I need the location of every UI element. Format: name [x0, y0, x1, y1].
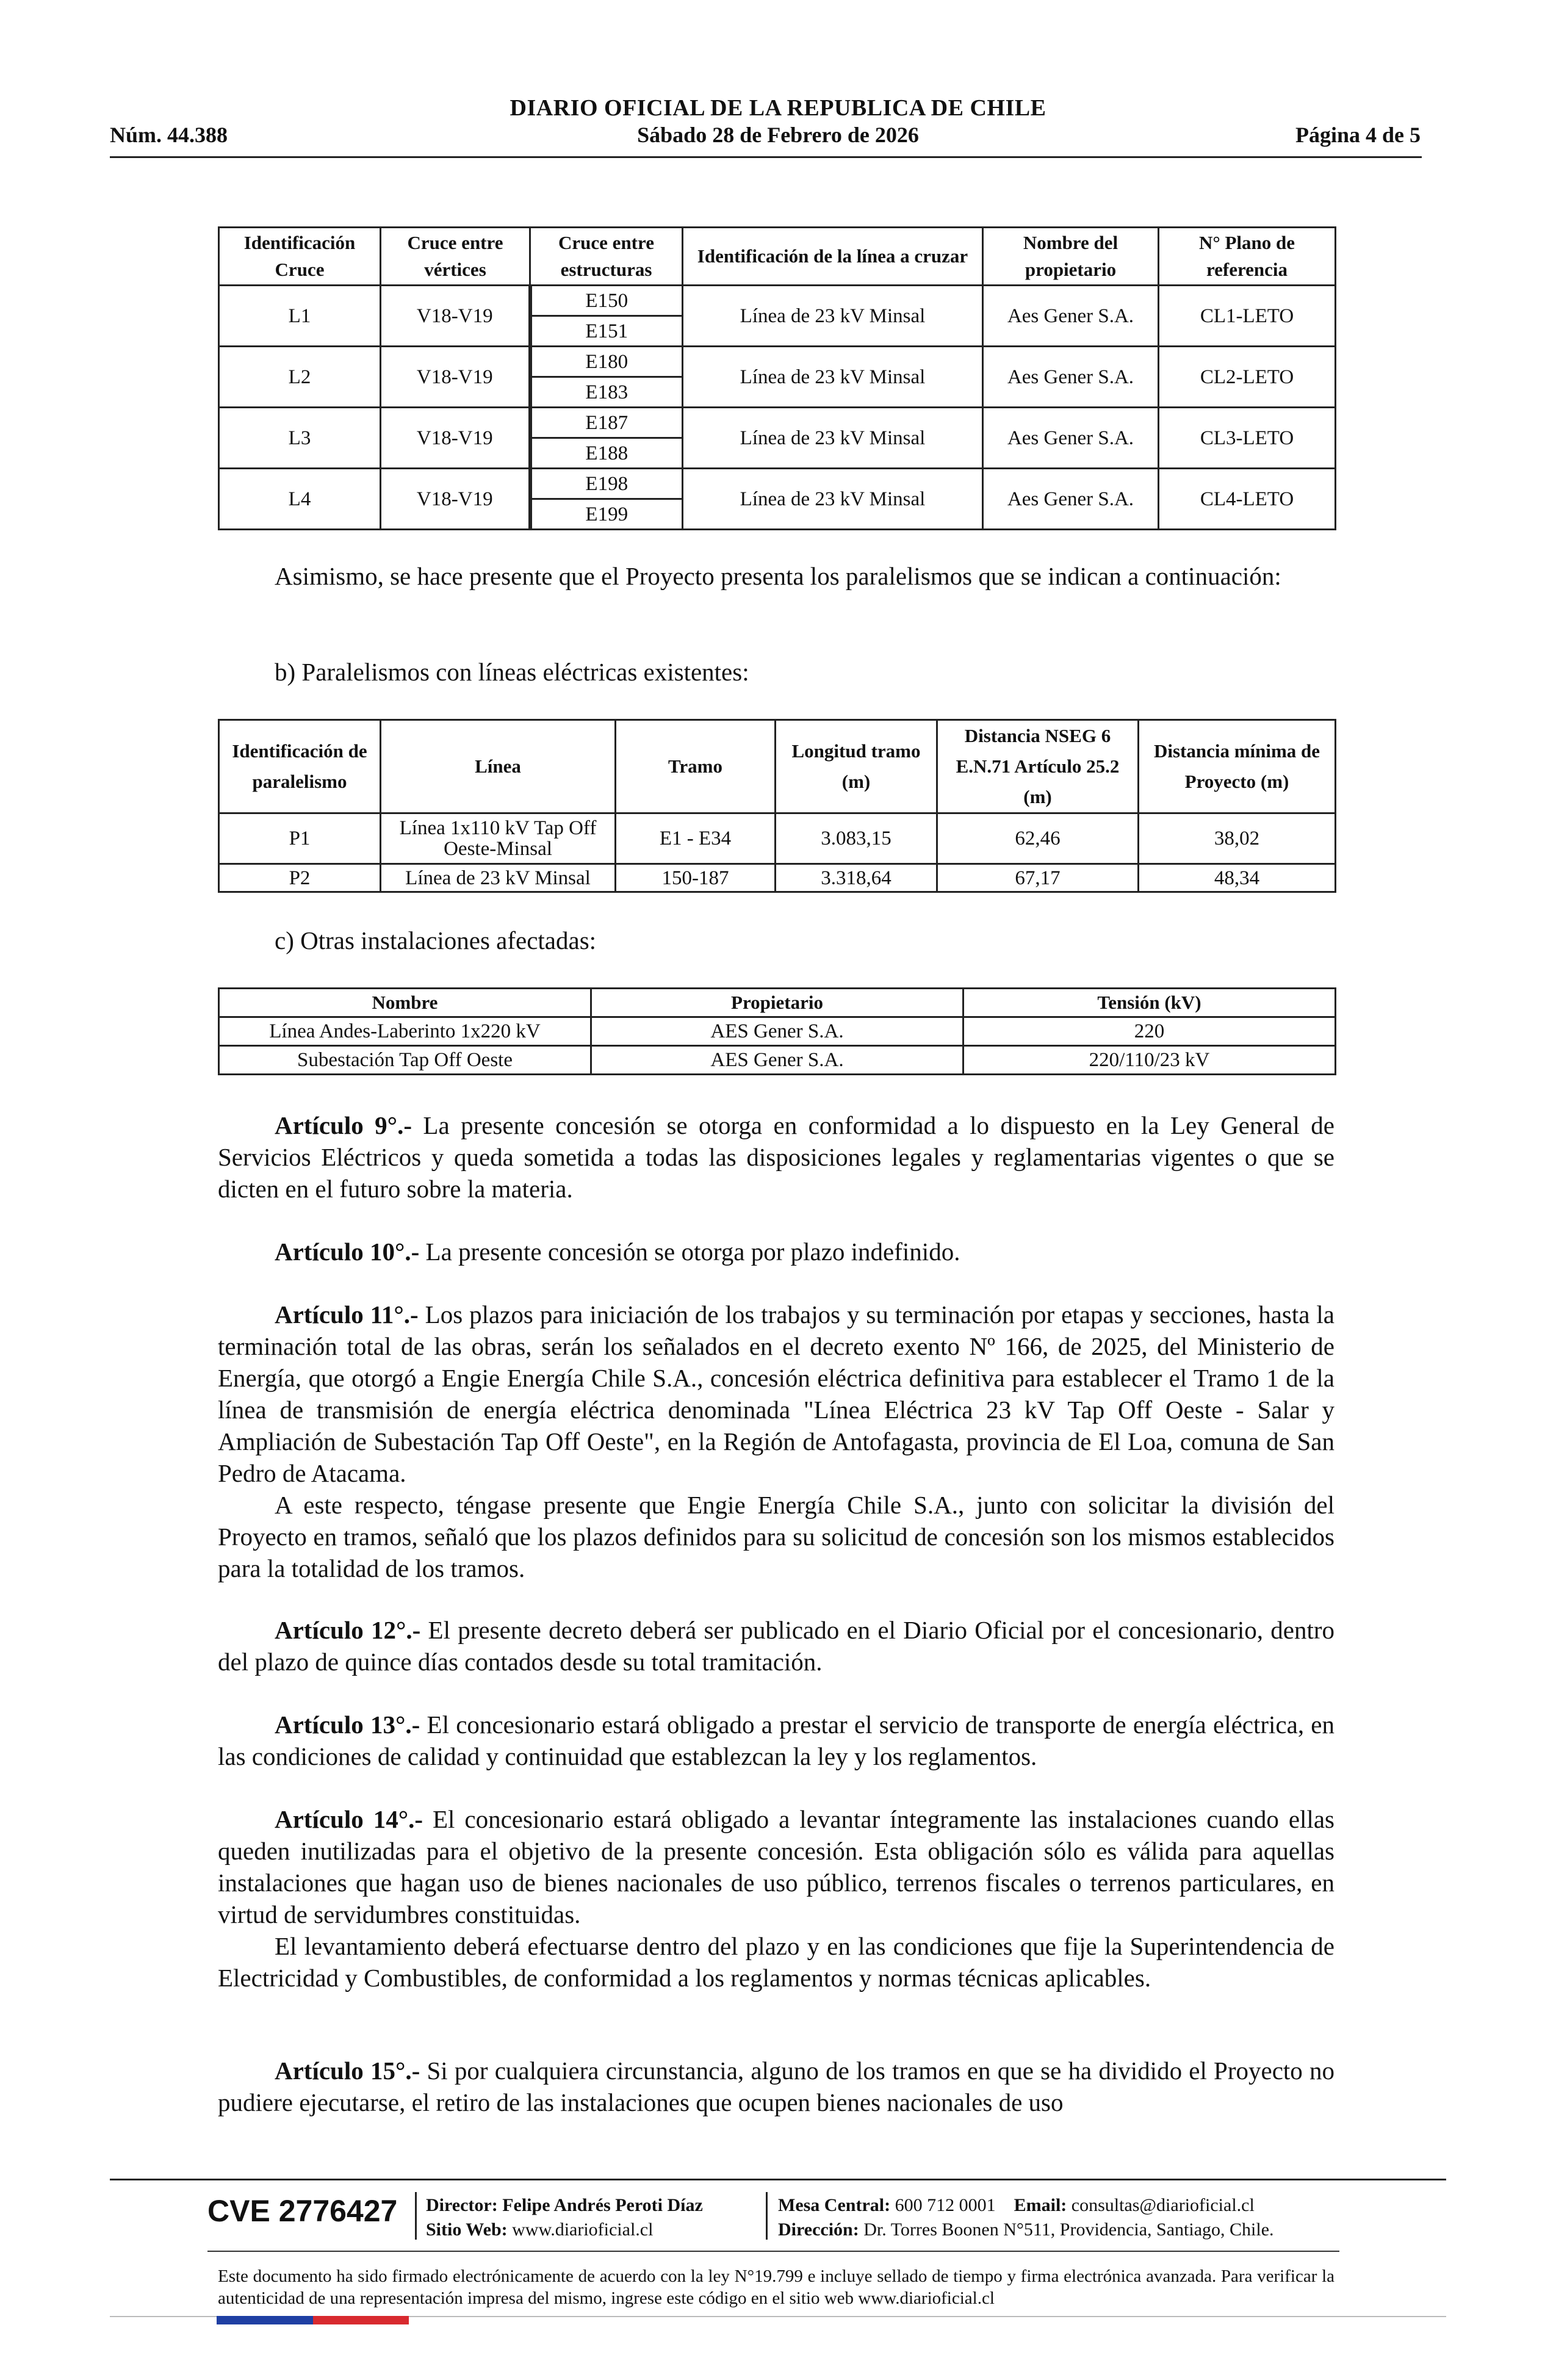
- column-header: Identificación Cruce: [219, 228, 381, 286]
- footer-separator: [415, 2192, 417, 2240]
- mesa-phone: 600 712 0001: [895, 2195, 996, 2215]
- crossing-structure: E188: [530, 438, 683, 469]
- installation-name: Línea Andes-Laberinto 1x220 kV: [219, 1017, 591, 1046]
- article-text: El levantamiento deberá efectuarse dentro del plazo y en las condiciones que fije la Superintendencia de Electricidad y Combustibles, de conformidad a los reglamentos y normas técnicas aplicables.: [218, 1932, 1334, 1992]
- parallel-dist-min: 48,34: [1139, 864, 1336, 892]
- table-row: [219, 347, 1336, 377]
- article-14: [218, 1803, 1334, 1994]
- crossing-structure: E150: [530, 286, 683, 316]
- parallel-dist-nseg: 62,46: [937, 813, 1139, 864]
- crossing-owner: Aes Gener S.A.: [983, 286, 1159, 347]
- newspaper-title: DIARIO OFICIAL DE LA REPUBLICA DE CHILE: [510, 95, 1046, 121]
- issue-number: Núm. 44.388: [110, 123, 228, 147]
- article-13: [218, 1709, 1334, 1772]
- article-title: Artículo 13°.-: [275, 1711, 420, 1739]
- article-text: La presente concesión se otorga en conformidad a lo dispuesto en la Ley General de Servicios Eléctricos y queda sometida a todas las disposiciones legales y reglamentarias vigentes o que se dicten en el futuro sobre la materia.: [218, 1111, 1334, 1203]
- mesa-label: Mesa Central:: [778, 2195, 891, 2215]
- crossing-owner: Aes Gener S.A.: [983, 469, 1159, 530]
- crossing-structure: E187: [530, 408, 683, 438]
- crossing-structure: E183: [530, 377, 683, 408]
- footer-director: [426, 2193, 703, 2242]
- article-15: [218, 2055, 1334, 2118]
- article-text: El presente decreto deberá ser publicado en el Diario Oficial por el concesionario, dentro del plazo de quince días contados desde su total tramitación.: [218, 1616, 1334, 1676]
- issue-date: Sábado 28 de Febrero de 2026: [637, 123, 919, 147]
- column-header: Línea: [381, 720, 616, 813]
- page-number: Página 4 de 5: [1295, 123, 1421, 147]
- article-10: [218, 1236, 1334, 1268]
- header-divider: [110, 156, 1422, 158]
- parallel-line: Línea de 23 kV Minsal: [381, 864, 616, 892]
- table-row: [219, 1046, 1336, 1075]
- heading-text: c) Otras instalaciones afectadas:: [275, 926, 597, 954]
- article-text: Los plazos para iniciación de los trabajos y su terminación por etapas y secciones, hasta la terminación total de las obras, serán los señalados en el decreto exento Nº 166, de 2025, del Ministerio de Energía, que otorgó a Engie Energía Chile S.A., concesión eléctrica definitiva para establecer el Tramo 1 de la línea de transmisión de energía eléctrica denominada "Línea Eléctrica 23 kV Tap Off Oeste - Salar y Ampliación de Subestación Tap Off Oeste", en la Región de Antofagasta, provincia de El Loa, comuna de San Pedro de Atacama.: [218, 1300, 1334, 1487]
- crossing-id: L3: [219, 408, 381, 469]
- paragraph-text: Asimismo, se hace presente que el Proyecto presenta los paralelismos que se indican a continuación:: [275, 562, 1281, 590]
- crossing-line: Línea de 23 kV Minsal: [683, 469, 983, 530]
- installation-owner: AES Gener S.A.: [591, 1046, 963, 1075]
- column-header: Distancia NSEG 6 E.N.71 Artículo 25.2 (m): [937, 720, 1139, 813]
- article-text: La presente concesión se otorga por plazo indefinido.: [419, 1238, 960, 1266]
- article-11: [218, 1299, 1334, 1584]
- crossing-vertices: V18-V19: [381, 286, 530, 347]
- installation-voltage: 220: [963, 1017, 1336, 1046]
- email-link[interactable]: consultas@diarioficial.cl: [1071, 2195, 1255, 2215]
- crossing-id: L1: [219, 286, 381, 347]
- crossing-owner: Aes Gener S.A.: [983, 347, 1159, 408]
- table-row: [219, 1017, 1336, 1046]
- column-header: Nombre: [219, 989, 591, 1017]
- address-label: Dirección:: [778, 2220, 859, 2240]
- crossing-line: Línea de 23 kV Minsal: [683, 347, 983, 408]
- footer-contact: [778, 2193, 1274, 2242]
- parallels-table: [218, 719, 1336, 893]
- website-link[interactable]: www.diarioficial.cl: [512, 2220, 654, 2240]
- parallel-length: 3.318,64: [776, 864, 937, 892]
- column-header: Distancia mínima de Proyecto (m): [1139, 720, 1336, 813]
- parallel-tramo: 150-187: [616, 864, 776, 892]
- flag-stripe: [217, 2316, 409, 2324]
- cve-code: CVE 2776427: [207, 2194, 398, 2228]
- table-row: [219, 408, 1336, 438]
- crossing-id: L4: [219, 469, 381, 530]
- parallel-tramo: E1 - E34: [616, 813, 776, 864]
- crossing-structure: E151: [530, 316, 683, 347]
- parallel-dist-min: 38,02: [1139, 813, 1336, 864]
- section-heading-b: [218, 656, 1334, 688]
- crossing-owner: Aes Gener S.A.: [983, 408, 1159, 469]
- crossings-table: [218, 226, 1336, 530]
- installation-owner: AES Gener S.A.: [591, 1017, 963, 1046]
- crossing-vertices: V18-V19: [381, 469, 530, 530]
- column-header: Longitud tramo (m): [776, 720, 937, 813]
- column-header: Tensión (kV): [963, 989, 1336, 1017]
- parallel-length: 3.083,15: [776, 813, 937, 864]
- crossing-id: L2: [219, 347, 381, 408]
- address-text: Dr. Torres Boonen N°511, Providencia, Santiago, Chile.: [863, 2220, 1274, 2240]
- parallel-id: P1: [219, 813, 381, 864]
- table-header-row: [219, 989, 1336, 1017]
- paragraph-asimismo: [218, 560, 1334, 592]
- parallel-line: Línea 1x110 kV Tap Off Oeste-Minsal: [381, 813, 616, 864]
- heading-text: b) Paralelismos con líneas eléctricas existentes:: [275, 658, 749, 686]
- table-header-row: [219, 720, 1336, 813]
- flag-blue-segment: [217, 2316, 313, 2324]
- article-text: El concesionario estará obligado a prestar el servicio de transporte de energía eléctrica, en las condiciones de calidad y continuidad que establezcan la ley y los reglamentos.: [218, 1711, 1335, 1770]
- crossing-line: Línea de 23 kV Minsal: [683, 408, 983, 469]
- table-row: [219, 864, 1336, 892]
- crossing-plan: CL1-LETO: [1159, 286, 1336, 347]
- legal-notice: Este documento ha sido firmado electrónicamente de acuerdo con la ley N°19.799 e incluye sellado de tiempo y firma electrónica avanzada. Para verificar la autenticidad de una representación impresa del mismo, ingrese este código en el sitio web www.diarioficial.cl: [218, 2266, 1334, 2308]
- crossing-plan: CL3-LETO: [1159, 408, 1336, 469]
- parallel-dist-nseg: 67,17: [937, 864, 1139, 892]
- article-title: Artículo 11°.-: [275, 1300, 419, 1329]
- other-installations-table: [218, 987, 1336, 1075]
- crossing-line: Línea de 23 kV Minsal: [683, 286, 983, 347]
- column-header: N° Plano de referencia: [1159, 228, 1336, 286]
- article-title: Artículo 12°.-: [275, 1616, 421, 1644]
- article-title: Artículo 10°.-: [275, 1238, 420, 1266]
- column-header: Cruce entre vértices: [381, 228, 530, 286]
- crossing-plan: CL4-LETO: [1159, 469, 1336, 530]
- table-header-row: [219, 228, 1336, 286]
- footer-separator: [766, 2192, 768, 2240]
- installation-name: Subestación Tap Off Oeste: [219, 1046, 591, 1075]
- article-12: [218, 1614, 1334, 1678]
- article-title: Artículo 14°.-: [275, 1805, 423, 1833]
- crossing-plan: CL2-LETO: [1159, 347, 1336, 408]
- crossing-structure: E199: [530, 499, 683, 530]
- article-title: Artículo 15°.-: [275, 2057, 420, 2085]
- article-title: Artículo 9°.-: [275, 1111, 412, 1139]
- flag-red-segment: [313, 2316, 409, 2324]
- table-row: [219, 813, 1336, 864]
- footer-inner-divider: [207, 2251, 1339, 2252]
- crossing-vertices: V18-V19: [381, 408, 530, 469]
- email-label: Email:: [1014, 2195, 1067, 2215]
- column-header: Identificación de la línea a cruzar: [683, 228, 983, 286]
- crossing-vertices: V18-V19: [381, 347, 530, 408]
- director-name: Felipe Andrés Peroti Díaz: [502, 2195, 703, 2215]
- crossing-structure: E198: [530, 469, 683, 499]
- column-header: Cruce entre estructuras: [530, 228, 683, 286]
- article-text: A este respecto, téngase presente que Engie Energía Chile S.A., junto con solicitar la división del Proyecto en tramos, señaló que los plazos definidos para su solicitud de concesión son los mismos establecidos para la totalidad de los tramos.: [218, 1491, 1334, 1582]
- column-header: Nombre del propietario: [983, 228, 1159, 286]
- article-9: [218, 1109, 1334, 1205]
- table-row: [219, 286, 1336, 316]
- installation-voltage: 220/110/23 kV: [963, 1046, 1336, 1075]
- column-header: Propietario: [591, 989, 963, 1017]
- table-row: [219, 469, 1336, 499]
- parallel-id: P2: [219, 864, 381, 892]
- article-text: Si por cualquiera circunstancia, alguno de los tramos en que se ha dividido el Proyecto no pudiere ejecutarse, el retiro de las instalaciones que ocupen bienes nacionales de uso: [218, 2057, 1334, 2116]
- column-header: Identificación de paralelismo: [219, 720, 381, 813]
- article-text: El concesionario estará obligado a levantar íntegramente las instalaciones cuando ellas queden inutilizadas para el objetivo de la presente concesión. Esta obligación sólo es válida para aquellas instalaciones que hagan uso de bienes nacionales de uso público, terrenos fiscales o terrenos particulares, en virtud de servidumbres constituidas.: [218, 1805, 1334, 1928]
- section-heading-c: [218, 925, 1334, 956]
- column-header: Tramo: [616, 720, 776, 813]
- crossing-structure: E180: [530, 347, 683, 377]
- web-label: Sitio Web:: [426, 2220, 508, 2240]
- footer-divider: [110, 2179, 1446, 2180]
- director-label: Director:: [426, 2195, 498, 2215]
